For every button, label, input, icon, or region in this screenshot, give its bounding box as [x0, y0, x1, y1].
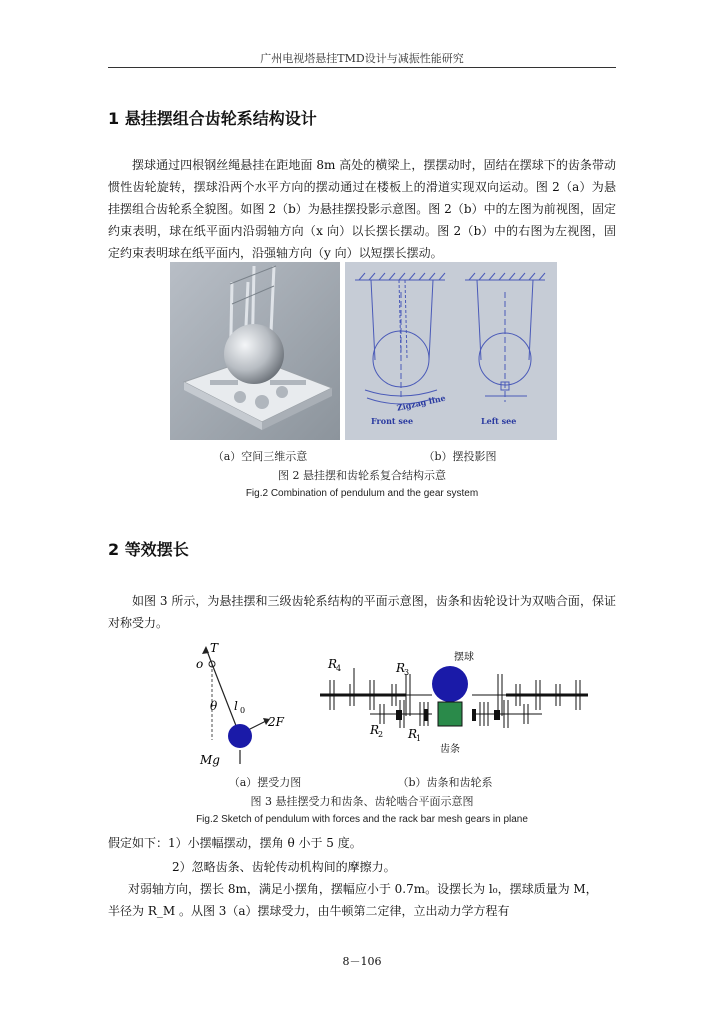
page-number: 8－106: [342, 955, 382, 968]
r3-label: R: [396, 661, 406, 675]
body-line-4: 半径为 R_M 。从图 3（a）摆球受力，由牛顿第二定律，立出动力学方程有: [108, 904, 510, 918]
r2-label: R: [370, 723, 380, 737]
figure-2-caption-cn: 图 2 悬挂摆和齿轮系复合结构示意: [278, 469, 446, 482]
figure-3b-rack-gears: [320, 640, 620, 760]
figure-3a-force-diagram: [190, 640, 310, 770]
header-rule: [108, 67, 616, 68]
figure-2-caption-en: Fig.2 Combination of pendulum and the gear system: [245, 488, 479, 499]
length-subscript: 0: [240, 706, 246, 715]
section-1-paragraph: 摆球通过四根钢丝绳悬挂在距地面 8m 高处的横梁上，摆摆动时，固结在摆球下的齿条带动惯性齿轮旋转，摆球沿两个水平方向的摆动通过在楼板上的滑道实现双向运动。图 2（a）为悬挂摆组合齿轮系全貌图。如图 2（b）为悬挂摆投影示意图。图 2（b）中的左图为前视图，固定约束表明，球在纸平面内沿弱轴方向（x 向）以长摆长摆动。图 2（b）中的右图为左视图，固定约束表明球在纸平面内，沿强轴方向（y 向）以短摆长摆动。: [108, 158, 616, 260]
running-header: 广州电视塔悬挂TMD设计与减振性能研究: [260, 52, 464, 65]
figure-3a-subcaption: （a）摆受力图: [228, 776, 302, 789]
gravity-label: Mg: [200, 753, 220, 767]
section-2-paragraph: 如图 3 所示，为悬挂摆和三级齿轮系结构的平面示意图，齿条和齿轮设计为双啮合面，保证对称受力。: [108, 594, 616, 630]
assumption-line-1: 假定如下：1）小摆幅摆动，摆角 θ 小于 5 度。: [108, 836, 362, 850]
figure-2b-projection: [345, 262, 557, 440]
tension-label: T: [210, 641, 219, 655]
r1-label: R: [408, 727, 418, 741]
figure-3-caption-cn: 图 3 悬挂摆受力和齿条、齿轮啮合平面示意图: [250, 795, 474, 808]
assumption-line-2: 2）忽略齿条、齿轮传动机构间的摩擦力。: [172, 860, 396, 874]
rack-bar: [438, 702, 462, 726]
figure-2b-subcaption: （b）摆投影图: [423, 450, 497, 463]
section-2-heading: 2 等效摆长: [108, 540, 189, 559]
length-label: l: [234, 699, 238, 713]
rack-label: 齿条: [440, 744, 460, 755]
figure-3b-subcaption: （b）齿条和齿轮系: [397, 776, 493, 789]
ball-label: 摆球: [454, 652, 474, 663]
section-1-heading: 1 悬挂摆组合齿轮系结构设计: [108, 109, 317, 128]
r2-sub: 2: [378, 730, 384, 739]
front-see-label: Front see: [371, 416, 414, 426]
r4-sub: 4: [336, 664, 342, 673]
figure-2a-3d-render: [170, 262, 340, 440]
ball-symbol: [432, 666, 468, 702]
pivot-label: o: [196, 657, 204, 671]
force-label: 2F: [268, 715, 284, 729]
zigzag-label: Zigzag line: [395, 392, 447, 413]
body-line-3: 对弱轴方向，摆长 8m，满足小摆角，摆幅应小于 0.7m。设摆长为 l₀，摆球质量为 M，: [128, 882, 598, 896]
r1-sub: 1: [416, 734, 422, 743]
pendulum-ball: [228, 724, 252, 748]
angle-label: θ: [210, 699, 218, 713]
r3-sub: 3: [404, 668, 410, 677]
left-see-label: Left see: [481, 416, 517, 426]
figure-2a-subcaption: （a）空间三维示意: [212, 450, 308, 463]
r4-label: R: [328, 657, 338, 671]
figure-3-caption-en: Fig.2 Sketch of pendulum with forces and the rack bar mesh gears in plane: [196, 814, 528, 825]
